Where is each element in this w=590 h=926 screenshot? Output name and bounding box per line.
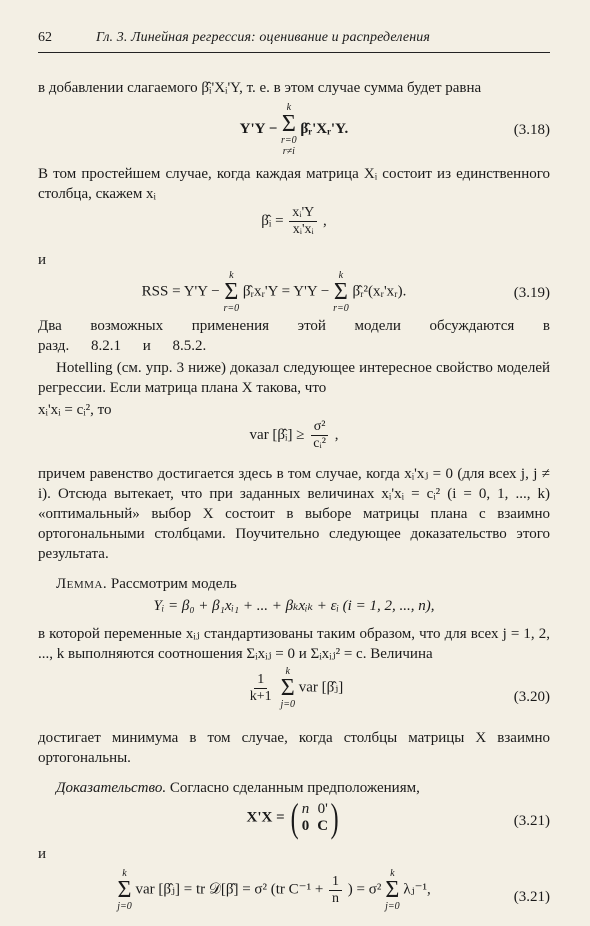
equation-number: (3.21)	[513, 889, 550, 905]
equation-number: (3.21)	[513, 813, 550, 829]
paragraph-7: достигает минимума в том случае, когда столбцы матрицы X взаимно ортогональны.	[38, 730, 550, 766]
proof-heading: Доказательство.	[56, 780, 167, 796]
lemma-paragraph: Лемма. Рассмотрим модель	[56, 576, 237, 592]
and-word-2: и	[38, 846, 47, 862]
equation-3-21a: X'X = ( n 0' 0 C ) (3.21)	[246, 795, 550, 840]
proof-paragraph: Доказательство. Согласно сделанным предположениям,	[56, 780, 420, 796]
header-rule	[38, 52, 550, 53]
paragraph-2: В том простейшем случае, когда каждая матрица Xᵢ состоит из единственного столбца, скажем xᵢ	[38, 166, 550, 202]
page-number: 62	[38, 30, 52, 45]
book-page	[38, 30, 550, 926]
paragraph-4: Hotelling (см. упр. 3 ниже) доказал следующее интересное свойство моделей регрессии. Если матрица плана X такова, что	[38, 360, 550, 396]
equation-3-18: Y'Y − k Σ r=0 r≠i β̂ᵣ'Xᵣ'Y. (3.18)	[239, 102, 550, 157]
equation-3-20: $\frac{1}{k+1}$ k Σ j=0 var [β̂ⱼ] (3.20)	[249, 666, 550, 710]
running-header	[38, 30, 550, 50]
equation-number: (3.19)	[513, 285, 550, 301]
equation-3-21b: k Σ j=0 var [β̂ⱼ] = tr 𝒟[β̂] = σ² (tr C⁻¹ + $\frac{1}{n}$ ) = σ² k Σ j=0 λⱼ⁻¹, (3.21)	[117, 868, 550, 912]
equation-beta-i: β̂ᵢ = $\frac{\text{xᵢ'Y}}{\text{xᵢ'xᵢ}}$ ,	[261, 205, 327, 237]
lemma-heading: Лемма.	[56, 576, 108, 592]
equation-number: (3.18)	[513, 122, 550, 138]
and-word: и	[38, 252, 47, 268]
matrix: ( n 0' 0 C )	[291, 795, 339, 840]
paragraph-1: в добавлении слагаемого β̂ᵢ'Xᵢ'Y, т. е. в этом случае сумма будет равна	[38, 80, 482, 96]
sum-symbol: k Σ r=0 r≠i	[281, 102, 297, 157]
equation-3-19: RSS = Y'Y − k Σ r=0 β̂ᵣxᵣ'Y = Y'Y − k Σ r=0 β̂ᵣ²(xᵣ'xᵣ). (3.19)	[141, 270, 550, 314]
model-equation: Yᵢ = β₀ + β₁xᵢ₁ + ... + βₖxᵢₖ + εᵢ (i = 1, 2, ..., n),	[153, 598, 435, 614]
equation-var: var [β̂ᵢ] ≥ $\frac{\text{σ²}}{\text{cᵢ²}}$ ,	[249, 419, 339, 451]
paragraph-5: причем равенство достигается здесь в том случае, когда xᵢ'xⱼ = 0 (для всех j, j ≠ i). Отсюда вытекает, что при заданных величинах xᵢ'xᵢ = cᵢ² (i = 0, 1, ..., k) «оптимальный» выбор X состоит в выборе матрицы плана с взаимно ортогональными столбцами. Поучительно следующее доказательство этого результата.	[38, 466, 550, 562]
paragraph-3: Два возможных применения этой модели обсуждаются в разд. 8.2.1 и 8.5.2.	[38, 318, 550, 354]
paragraph-4b: xᵢ'xᵢ = cᵢ², то	[38, 402, 112, 418]
equation-number: (3.20)	[513, 689, 550, 705]
running-title: Гл. 3. Линейная регрессия: оценивание и распределения	[96, 30, 430, 45]
paragraph-6: в которой переменные xᵢⱼ стандартизованы таким образом, что для всех j = 1, 2, ..., k выполняются соотношения Σᵢxᵢⱼ = 0 и Σᵢxᵢⱼ² = c. Величина	[38, 626, 550, 662]
